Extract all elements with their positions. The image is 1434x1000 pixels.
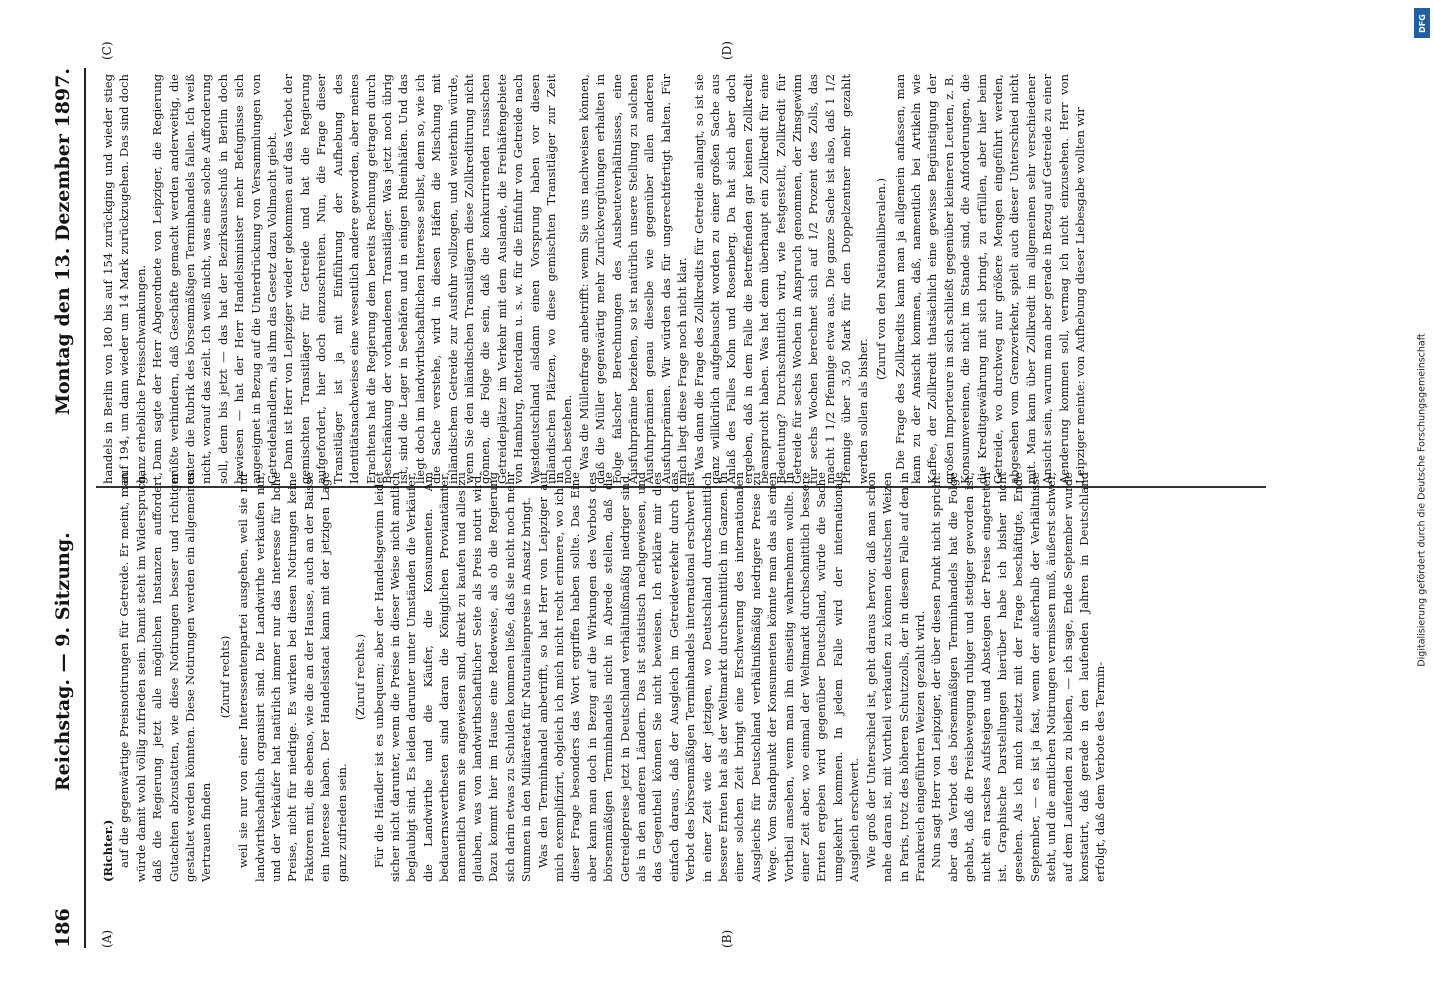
paragraph: Was dann die Frage des Zollkredits für Getreide anlangt, so ist sie ganz willkürlich aufgebauscht worden zu einer großen Sache aus Anlaß des Falles Kohn und Rosenberg. Da hat sich aber doch ergeben, daß in dem Falle die Betreffenden gar keinen Zollkredit beansprucht haben. Was hat denn überhaupt ein Zollkredit für eine Bedeutung? Durchschnittlich wird, wie festgestellt, Zollkredit für Getreide für sechs Wochen in Anspruch genommen, der Zinsgewinn für sechs Wochen berechnet sich auf 1/2 Prozent des Zolls, das macht 1 1/2 Pfennige etwa aus. Die ganze Sache ist also, daß 1 1/2 Pfennige über 3,50 Mark für den Doppelzentner mehr gezahlt werden sollen als bisher. (691, 74, 870, 484)
dfg-logo-text: DFG (1417, 13, 1427, 33)
speaker-name: (Richter.) (101, 819, 115, 882)
paragraph: Nun sagt Herr von Leipziger, der über diesen Punkt nicht spricht: aber das Verbot des börsenmäßigen Terminhandels hat die Folge gehabt, daß die Preisbewegung ruhiger und stetiger geworden ist, nicht ein rasches Aufsteigen und Absteigen der Preise eingetreten ist. Graphische Darstellungen hierüber habe ich bisher nicht gesehen. Als ich mich zuletzt mit der Frage beschäftigte, Ende September, — es ist ja fast, wenn der außerhalb der Verhältnisse steht, und die amtlichen Notirungen vermissen muß, äußerst schwer, auf dem Laufenden zu bleiben, — ich sage, Ende September wurde konstatirt, daß gerade in den laufenden Jahren in Deutschland erfolgt, daß dem Verbote des Termin- (929, 472, 1108, 882)
header-title: Reichstag. — 9. Sitzung. (52, 532, 74, 792)
margin-mark-c: (C) (100, 41, 114, 60)
paragraph: Die Frage des Zollkredits kann man ja allgemein anfassen, man kann zu der Ansicht kommen, daß, namentlich bei Artikeln wie Kaffee, der Zollkredit thatsächlich eine gewisse Begünstigung der großen Importeure in sich schließt gegenüber kleineren Leuten, z. B. Konsumvereinen, die nicht im Stande sind, die Anforderungen, die die Kreditgewährung mit sich bringt, zu erfüllen, aber hier beim Getreide, wo durchweg nur größere Mengen eingeführt werden, abgesehen vom Grenzverkehr, spielt auch dieser Unterschied nicht mit. Man kann über Zollkredit im allgemeinen sehr verschiedener Ansicht sein, warum man aber gerade in Bezug auf Getreide zu einer Aenderung kommen soll, vermag ich nicht einzusehen. Herr von Leipziger meinte: von Aufhebung dieser Liebesgabe wollten wir (892, 74, 1087, 484)
left-column (100, 472, 1109, 882)
digitization-sidebar (1410, 0, 1434, 1000)
header-date: Montag den 13. Dezember 1897. (52, 68, 74, 416)
page-number: 186 (52, 908, 74, 948)
paragraph: Dann ist Herr von Leipziger wieder gekommen auf das Verbot der gemischten Transitläger für Getreide und hat die Regierung aufgefordert, hier doch einzuschreiten. Nun, die Frage dieser Transitläger ist ja mit Einführung der Aufhebung des Identitätsnachweises eine wesentlich andere geworden, aber meines Erachtens hat die Regierung dem bereits Rechnung getragen durch Beschränkung der vorhandenen Transitläger. Was jetzt noch übrig ist, sind die Lager in Seehäfen und in einigen Rheinhäfen. Und das liegt doch im landwirthschaftlichen Interesse selbst, denn so, wie ich die Sache verstehe, wird in diesen Häfen die Mischung mit inländischem Getreide zur Ausfuhr vollzogen, und weiterhin würde, wenn Sie den inländischen Transitlägern diese Zollkreditirung nicht gönnen, die Folge die sein, daß die konkurrirenden russischen Getreideplätze im Verkehr mit dem Auslande, die Freihäfengebiete von Hamburg, Rotterdam u. s. w. für die Einfuhr von Getreide nach Westdeutschland alsdann einen Vorsprung haben vor diesen inländischen Plätzen, wo diese gemischten Transitläger zur Zeit noch bestehen. (281, 74, 575, 484)
interjection: (Zuruf von den Nationalliberalen.) (874, 177, 889, 381)
paragraph: Wie groß der Unterschied ist, geht daraus hervor, daß man schon nahe daran ist, mit Vortheil verkaufen zu können deutschen Weizen in Paris, trotz des höheren Schutzzolls, der in diesem Falle auf den in Frankreich eingeführten Weizen gezahlt wird. (863, 472, 927, 882)
margin-mark-a: (A) (100, 929, 114, 948)
paragraph: auf die gegenwärtige Preisnotirungen für Getreide. Er meint, man würde damit wohl völlig zufrieden sein. Damit steht im Widerspruch, daß die Regierung jetzt alle möglichen Instanzen auffordert, Gutachten abzustatten, wie diese Notirungen besser und richtiger gestaltet werden könnten. Diese Notirungen werden ein allgemeines Vertrauen finden (117, 472, 214, 882)
margin-mark-b: (B) (720, 929, 734, 948)
margin-mark-d: (D) (720, 41, 734, 60)
paragraph: Für die Händler ist es unbequem; aber der Handelsgewinn leidet sicher nicht darunter, wenn die Preise in dieser Weise nicht amtlich beglaubigt sind. Es leiden darunter unter Umständen die Verkäufer, die Landwirthe und die Käufer, die Konsumenten. Am bedauernswerthesten sind daran die Königlichen Proviantämter, namentlich wenn sie angewiesen sind, direkt zu kaufen und alles zu glauben, was von landwirthschaftlicher Seite als Preis notirt wird. Dazu kommt hier im Hause eine Redeweise, als ob die Regierung sich darin etwas zu Schulden kommen ließe, daß sie nicht noch mehr Summen in den Militäretat für Naturalienpreise in Ansatz bringt. (371, 472, 534, 882)
paragraph: handels in Berlin von 180 bis auf 154 zurückging und wieder stieg auf 194, um dann wieder um 14 Mark zurückzugehen. Das sind doch ganz erhebliche Preisschwankungen. (101, 74, 148, 484)
interjection: (Zuruf rechts.) (353, 633, 368, 721)
paragraph: Was die Müllenfrage anbetrifft: wenn Sie uns nachweisen können, daß die Müller gegenwärtig mehr Zurückvergütungen erhalten in Folge falscher Berechnungen des Ausbeuteverhältnisses, eine Ausfuhrprämie beziehen, so ist natürlich unsere Stellung zu solchen Ausfuhrprämien genau dieselbe wie gegenüber allen anderen Ausfuhrprämien. Wir würden das für ungerechtfertigt halten. Für mich liegt diese Frage noch nicht klar. (576, 74, 690, 484)
dfg-logo (1414, 8, 1430, 38)
paragraph: Was den Terminhandel anbetrifft, so hat Herr von Leipziger auf mich exemplifizirt, obgleich ich mich nicht recht erinnere, wo ich in dieser Frage besonders das Wort ergriffen haben sollte. Das Eine aber kann man doch in Bezug auf die Wirkungen des Verbots des börsenmäßigen Terminhandels nicht in Abrede stellen, daß die Getreidepreise jetzt in Deutschland verhältnißmäßig niedriger sind, als in den anderen Ländern. Das ist statistisch nachgewiesen, und das Gegentheil können Sie nicht beweisen. Ich erkläre mir dies einfach daraus, daß der Ausgleich im Getreideverkehr durch das Verbot des börsenmäßigen Terminhandels international erschwert ist in einer Zeit wie der jetzigen, wo Deutschland durchschnittlich bessere Ernten hat als der Weltmarkt durchschnittlich im Ganzen. In einer solchen Zeit bringt eine Erschwerung des internationalen Ausgleichs für Deutschland verhältnißmäßig niedrigere Preise zu Wege. Vom Standpunkt der Konsumenten könnte man das als einen Vortheil ansehen, wenn man ihn einseitig wahrnehmen wollte. In einer Zeit aber, wo einmal der Weltmarkt durchschnittlich bessere Ernten ergeben wird gegenüber Deutschland, würde die Sache umgekehrt kommen. In jedem Falle wird der internationale Ausgleich erschwert. (535, 472, 862, 882)
paragraph: Dann sagte der Herr Abgeordnete von Leipziger, die Regierung müßte verhindern, daß Geschäfte gemacht werden anderweitig, die unter die Rubrik des börsenmäßigen Terminhandels fallen. Ich weiß nicht, worauf das zielt. Ich weiß nicht, was eine solche Aufforderung soll, denn bis jetzt — das hat der Bezirksausschuß in Berlin doch bewiesen — hat der Herr Handelsminister mehr Befugnisse sich angeeignet in Bezug auf die Unterdrückung von Versammlungen von Getreidehändlern, als ihm das Gesetz dazu Vollmacht giebt. (150, 74, 280, 484)
paragraph: weil sie nur von einer Interessentenpartei ausgehen, weil sie nur landwirthschaftlich organisirt sind. Die Landwirthe verkaufen nur, und der Verkäufer hat natürlich immer nur das Interesse für hohe Preise, nicht für niedrige. Es wirken bei diesen Notirungen keine Faktoren mit, die ebenso, wie die an der Hausse, auch an der Baisse ein Interesse haben. Der Handelsstaat kann mit der jetzigen Lage ganz zufrieden sein. (236, 472, 349, 882)
interjection: (Zuruf rechts) (217, 635, 232, 719)
page-header (52, 68, 86, 948)
digitization-credit: Digitalisierung gefördert durch die Deutsche Forschungsgemeinschaft (1416, 333, 1428, 667)
right-column (100, 74, 1088, 484)
